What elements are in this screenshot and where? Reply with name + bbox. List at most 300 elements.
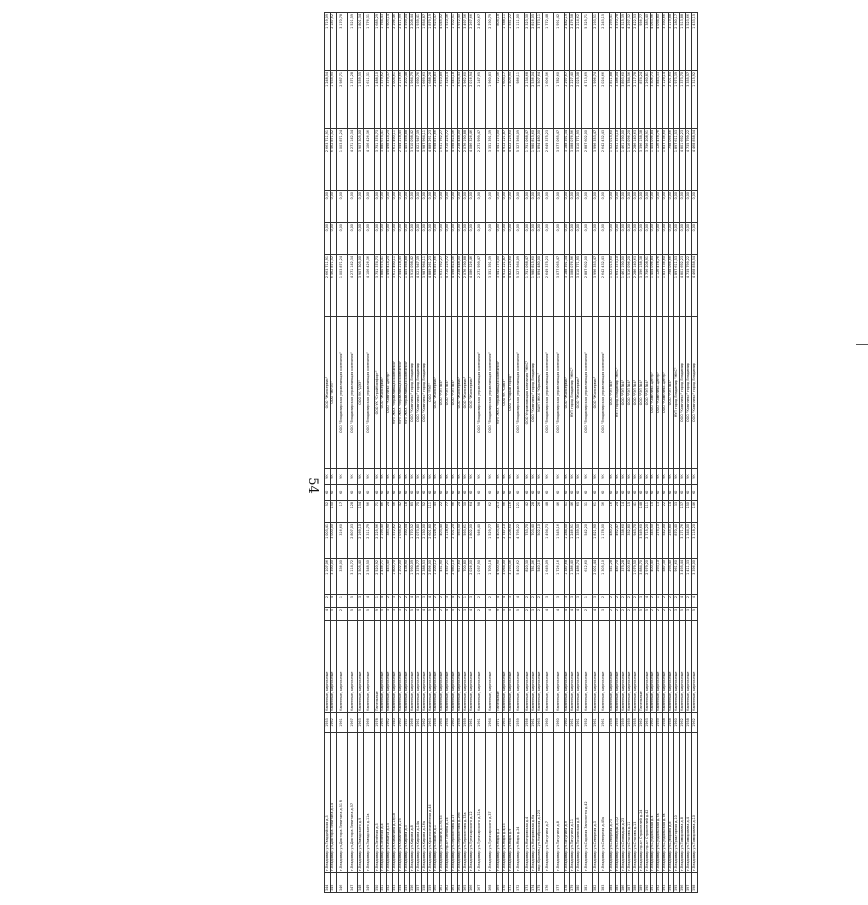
wall-material-cell: Каменные, кирпичные bbox=[598, 621, 609, 713]
year-cell: 1959 bbox=[621, 713, 627, 733]
budget-share-cell: 0,00 bbox=[645, 191, 651, 223]
total-cost-cell: 1 003 871,24 bbox=[336, 255, 347, 317]
floors-cell: 5 bbox=[410, 608, 416, 621]
limit-cost-cell: 2 296,46 bbox=[392, 13, 398, 71]
address-cell: г.Владимир ул.Пичугина д.9 bbox=[564, 733, 570, 873]
limit-cost-cell: 1 510,36 bbox=[445, 13, 451, 71]
owners-funds-cell: 3 396 158,38 bbox=[639, 129, 645, 191]
entrances-cell: 4 bbox=[680, 595, 686, 608]
owners-funds-cell: 4 889 261,23 bbox=[428, 129, 434, 191]
budget-share-cell: 0,00 bbox=[469, 191, 475, 223]
category-cell: Ю bbox=[576, 485, 582, 501]
category-cell: Ю bbox=[542, 485, 553, 501]
living-area-cell: 3 118,60 bbox=[445, 523, 451, 559]
entrances-cell: 3 bbox=[639, 595, 645, 608]
living-area-cell: 390,54 bbox=[404, 523, 410, 559]
category-cell: Ю bbox=[553, 485, 564, 501]
total-area-cell: 2 548,50 bbox=[364, 559, 375, 595]
living-area-cell: 1 494,73 bbox=[542, 523, 553, 559]
wall-material-cell: Каменные, кирпичные bbox=[615, 621, 621, 713]
living-area-cell: 703,40 bbox=[531, 523, 537, 559]
owners-funds-cell: 5 327 564,09 bbox=[514, 129, 525, 191]
budget-share-cell: 0,00 bbox=[375, 191, 381, 223]
row-number-cell: 392 bbox=[656, 873, 662, 893]
management-org-cell: ООО "Жилсервис" bbox=[380, 317, 386, 469]
total-cost-cell: 4 822 125,60 bbox=[508, 255, 514, 317]
fund-share-cell: 0,00 bbox=[428, 223, 434, 255]
fund-share-cell: 0,00 bbox=[386, 223, 392, 255]
owners-funds-cell: 1 461 190,00 bbox=[621, 129, 627, 191]
category-cell: Ю bbox=[502, 485, 508, 501]
total-cost-cell: 4 086 326,46 bbox=[469, 255, 475, 317]
entrances-cell: 1 bbox=[336, 595, 347, 608]
fund-share-cell: 0,00 bbox=[542, 223, 553, 255]
budget-share-cell: 0,00 bbox=[502, 191, 508, 223]
row-number-cell: 372 bbox=[514, 873, 525, 893]
entrances-cell: 3 bbox=[358, 595, 364, 608]
row-number-cell: 388 bbox=[633, 873, 639, 893]
management-type-cell: УК bbox=[576, 469, 582, 485]
cost-per-area-cell: 3 610,89 bbox=[439, 71, 445, 129]
owners-funds-cell: 4 710 225,72 bbox=[445, 129, 451, 191]
entrances-cell: 2 bbox=[674, 595, 680, 608]
table-row bbox=[336, 13, 347, 893]
address-cell: г.Владимир ул.Мира д.24 bbox=[514, 733, 525, 873]
residents-cell: 24 bbox=[386, 501, 392, 523]
entrances-cell: 3 bbox=[576, 595, 582, 608]
budget-share-cell: 0,00 bbox=[564, 191, 570, 223]
floors-cell: 5 bbox=[358, 608, 364, 621]
residents-cell: 71 bbox=[375, 501, 381, 523]
year-cell: 1963 bbox=[645, 713, 651, 733]
cost-per-area-cell: 3 843,33 bbox=[656, 71, 662, 129]
residents-cell: 16 bbox=[609, 501, 615, 523]
wall-material-cell: Каменные, кирпичные bbox=[364, 621, 375, 713]
living-area-cell: 2 073,80 bbox=[416, 523, 422, 559]
management-org-cell: ООО "ЖРЭП" bbox=[330, 317, 336, 469]
limit-cost-cell: 2 180,17 bbox=[674, 13, 680, 71]
table-row bbox=[347, 13, 358, 893]
total-area-cell: 3 884,70 bbox=[639, 559, 645, 595]
address-cell: г.Владимир ул.Кирова д.3 bbox=[404, 733, 410, 873]
year-cell: 1958 bbox=[686, 713, 692, 733]
cost-per-area-cell: 1 688,28 bbox=[428, 71, 434, 129]
owners-funds-cell: 2 544 218,45 bbox=[398, 129, 404, 191]
total-cost-cell: 1 522 015,60 bbox=[609, 255, 615, 317]
fund-share-cell: 0,00 bbox=[514, 223, 525, 255]
management-type-cell: УК bbox=[428, 469, 434, 485]
limit-cost-cell: 1 111,00 bbox=[514, 13, 525, 71]
residents-cell: 96 bbox=[451, 501, 457, 523]
cost-per-area-cell: 1 509,95 bbox=[508, 71, 514, 129]
wall-material-cell: Каменные, кирпичные bbox=[457, 621, 463, 713]
management-type-cell: УК bbox=[392, 469, 398, 485]
limit-cost-cell: 1 776,31 bbox=[364, 13, 375, 71]
residents-cell: 213 bbox=[496, 501, 502, 523]
management-org-cell: ООО "РЭП №4" bbox=[668, 317, 674, 469]
cost-per-area-cell: 1 324,14 bbox=[445, 71, 451, 129]
owners-funds-cell: 2 887 602,00 bbox=[582, 129, 593, 191]
fund-share-cell: 0,00 bbox=[598, 223, 609, 255]
entrances-cell: 2 bbox=[621, 595, 627, 608]
total-area-cell: 617,60 bbox=[457, 559, 463, 595]
management-type-cell: УК bbox=[325, 469, 331, 485]
row-number-cell: 356 bbox=[410, 873, 416, 893]
budget-share-cell: 0,00 bbox=[633, 191, 639, 223]
wall-material-cell: Каменные, кирпичные bbox=[336, 621, 347, 713]
entrances-cell: 4 bbox=[514, 595, 525, 608]
owners-funds-cell: 2 698 871,66 bbox=[433, 129, 439, 191]
limit-cost-cell: 4 045,02 bbox=[439, 13, 445, 71]
cost-per-area-cell: 1 559,55 bbox=[358, 71, 364, 129]
floors-cell: 3 bbox=[598, 608, 609, 621]
floors-cell: 3 bbox=[386, 608, 392, 621]
residents-cell: 61 bbox=[593, 501, 599, 523]
category-cell: Ю bbox=[633, 485, 639, 501]
living-area-cell: 3 118,20 bbox=[692, 523, 698, 559]
total-cost-cell: 3 611 490,11 bbox=[392, 255, 398, 317]
total-area-cell: 1 107,06 bbox=[325, 559, 331, 595]
category-cell: Ю bbox=[433, 485, 439, 501]
owners-funds-cell: 1 516 096,20 bbox=[627, 129, 633, 191]
owners-funds-cell: 4 598 814,56 bbox=[451, 129, 457, 191]
address-cell: г.Владимир ул.Мопровская д.6а bbox=[531, 733, 537, 873]
total-cost-cell: 2 238 448,00 bbox=[457, 255, 463, 317]
total-area-cell: 3 390,00 bbox=[330, 559, 336, 595]
cost-per-area-cell: 2 987,71 bbox=[336, 71, 347, 129]
living-area-cell: 316,60 bbox=[336, 523, 347, 559]
cost-per-area-cell: 1 488,10 bbox=[375, 71, 381, 129]
total-area-cell: 612,60 bbox=[582, 559, 593, 595]
owners-funds-cell: 1 897 611,53 bbox=[674, 129, 680, 191]
table-row bbox=[542, 13, 553, 893]
fund-share-cell: 0,00 bbox=[502, 223, 508, 255]
wall-material-cell: Каменные, кирпичные bbox=[542, 621, 553, 713]
living-area-cell: 1 529,77 bbox=[486, 523, 497, 559]
entrances-cell: 2 bbox=[386, 595, 392, 608]
management-type-cell: УК bbox=[469, 469, 475, 485]
category-cell: Ю bbox=[380, 485, 386, 501]
residents-cell: 111 bbox=[428, 501, 434, 523]
total-area-cell: 540,10 bbox=[537, 559, 543, 595]
address-cell: г.Владимир ул.Кирова д.8 bbox=[410, 733, 416, 873]
entrances-cell: 4 bbox=[451, 595, 457, 608]
entrances-cell: 4 bbox=[502, 595, 508, 608]
management-type-cell: УК bbox=[451, 469, 457, 485]
cost-per-area-cell: 2 134,68 bbox=[525, 71, 531, 129]
wall-material-cell: Каменные, кирпичные bbox=[674, 621, 680, 713]
floors-cell: 4 bbox=[325, 608, 331, 621]
category-cell: Ю bbox=[508, 485, 514, 501]
entrances-cell: 2 bbox=[433, 595, 439, 608]
row-number-cell: 398 bbox=[692, 873, 698, 893]
wall-material-cell: Каменные, кирпичные bbox=[531, 621, 537, 713]
living-area-cell: 383,90 bbox=[386, 523, 392, 559]
management-org-cell: ООО "РЭП №4" bbox=[439, 317, 445, 469]
address-cell: г.Владимир пр-кт Строителей д.42 bbox=[645, 733, 651, 873]
row-number-cell: 361 bbox=[439, 873, 445, 893]
year-cell: 1963 bbox=[358, 713, 364, 733]
category-cell: Ю bbox=[404, 485, 410, 501]
floors-cell: 5 bbox=[680, 608, 686, 621]
limit-cost-cell: 2 208,44 bbox=[410, 13, 416, 71]
management-org-cell: ООО "РЭП №4" bbox=[639, 317, 645, 469]
floors-cell: 3 bbox=[674, 608, 680, 621]
address-cell: г.Владимир ул.Диктора Левитана д.51 б bbox=[336, 733, 347, 873]
category-cell: Ю bbox=[375, 485, 381, 501]
management-org-cell: ООО "Комплекс" город Владимир bbox=[410, 317, 416, 469]
management-org-cell: ООО "Владимирская управляющая компания" bbox=[475, 317, 486, 469]
entrances-cell: 2 bbox=[531, 595, 537, 608]
cost-per-area-cell: 1 543,18 bbox=[451, 71, 457, 129]
entrances-cell: 4 bbox=[428, 595, 434, 608]
floors-cell: 2 bbox=[609, 608, 615, 621]
owners-funds-cell: 1 498 414,25 bbox=[386, 129, 392, 191]
year-cell: 1963 bbox=[428, 713, 434, 733]
floors-cell: 5 bbox=[502, 608, 508, 621]
management-type-cell: УК bbox=[570, 469, 576, 485]
management-org-cell: ООО "РЭП №4" bbox=[645, 317, 651, 469]
management-org-cell: МУП город Владимир "ЖКС" bbox=[674, 317, 680, 469]
total-area-cell: 5 402,62 bbox=[514, 559, 525, 595]
cost-per-area-cell: 2 117,78 bbox=[633, 71, 639, 129]
fund-share-cell: 0,00 bbox=[627, 223, 633, 255]
residents-cell: 30 bbox=[463, 501, 469, 523]
category-cell: Ю bbox=[570, 485, 576, 501]
floors-cell: 4 bbox=[576, 608, 582, 621]
floors-cell: 5 bbox=[364, 608, 375, 621]
cost-per-area-cell: 2 962,60 bbox=[463, 71, 469, 129]
owners-funds-cell: 1 405 568,88 bbox=[404, 129, 410, 191]
management-type-cell: УК bbox=[662, 469, 668, 485]
total-area-cell: 400,40 bbox=[650, 559, 656, 595]
residents-cell: 22 bbox=[662, 501, 668, 523]
fund-share-cell: 0,00 bbox=[325, 223, 331, 255]
floors-cell: 2 bbox=[627, 608, 633, 621]
address-cell: г.Владимир ул.Тракторная д.10 bbox=[674, 733, 680, 873]
owners-funds-cell: 2 642 432,43 bbox=[598, 129, 609, 191]
row-number-cell: 362 bbox=[445, 873, 451, 893]
budget-share-cell: 0,00 bbox=[525, 191, 531, 223]
category-cell: Ю bbox=[593, 485, 599, 501]
wall-material-cell: Каменные, кирпичные bbox=[386, 621, 392, 713]
limit-cost-cell: 2 411,99 bbox=[398, 13, 404, 71]
owners-funds-cell: 1 003 871,24 bbox=[336, 129, 347, 191]
budget-share-cell: 0,00 bbox=[416, 191, 422, 223]
cost-per-area-cell: 3 129,14 bbox=[662, 71, 668, 129]
cost-per-area-cell: 1 260,81 bbox=[645, 71, 651, 129]
year-cell: 1958 bbox=[457, 713, 463, 733]
row-number-cell: 385 bbox=[615, 873, 621, 893]
year-cell: 1959 bbox=[514, 713, 525, 733]
residents-cell: 75 bbox=[416, 501, 422, 523]
total-cost-cell: 1 461 190,00 bbox=[621, 255, 627, 317]
living-area-cell: 1 572,62 bbox=[392, 523, 398, 559]
entrances-cell: 3 bbox=[416, 595, 422, 608]
management-org-cell: ООО "РЭП №4" bbox=[627, 317, 633, 469]
total-area-cell: 1 800,70 bbox=[392, 559, 398, 595]
address-cell: г.Владимир ул.Лермонтова д.27 bbox=[451, 733, 457, 873]
row-number-cell: 376 bbox=[542, 873, 553, 893]
total-area-cell: 1 990,09 bbox=[410, 559, 416, 595]
year-cell: 1963 bbox=[502, 713, 508, 733]
living-area-cell: 1 028,74 bbox=[433, 523, 439, 559]
total-cost-cell: 3 396 158,38 bbox=[639, 255, 645, 317]
total-cost-cell: 3 541 173,00 bbox=[496, 255, 502, 317]
management-type-cell: УК bbox=[542, 469, 553, 485]
year-cell: 1966 bbox=[410, 713, 416, 733]
address-cell: г.Владимир ул.Лакина д.170/33 bbox=[439, 733, 445, 873]
management-org-cell: ООО "Комплекс" город Владимир bbox=[416, 317, 422, 469]
category-cell: Ю bbox=[537, 485, 543, 501]
fund-share-cell: 0,00 bbox=[662, 223, 668, 255]
wall-material-cell: Каменные, кирпичные bbox=[463, 621, 469, 713]
category-cell: Ю bbox=[463, 485, 469, 501]
category-cell: Ю bbox=[439, 485, 445, 501]
cost-per-area-cell: 1 996,74 bbox=[593, 71, 599, 129]
entrances-cell: 3 bbox=[564, 595, 570, 608]
year-cell: 1959 bbox=[627, 713, 633, 733]
budget-share-cell: 0,00 bbox=[410, 191, 416, 223]
total-cost-cell: 4 735 799,22 bbox=[686, 255, 692, 317]
category-cell: Ю bbox=[598, 485, 609, 501]
year-cell: 1954 bbox=[508, 713, 514, 733]
residents-cell: 137 bbox=[680, 501, 686, 523]
year-cell: 1960 bbox=[451, 713, 457, 733]
residents-cell: 150 bbox=[686, 501, 692, 523]
address-cell: г.Владимир ул.Стасова д.11 bbox=[627, 733, 633, 873]
management-type-cell: УК bbox=[609, 469, 615, 485]
living-area-cell: 3 108,60 bbox=[508, 523, 514, 559]
management-org-cell: ООО Управляющая компания "ЖКС" bbox=[525, 317, 531, 469]
year-cell: 1957 bbox=[404, 713, 410, 733]
management-org-cell: ООО "Владимирская управляющая компания" bbox=[347, 317, 358, 469]
wall-material-cell: Каменные, кирпичные bbox=[380, 621, 386, 713]
limit-cost-cell: 2 323,30 bbox=[525, 13, 531, 71]
residents-cell: 17 bbox=[336, 501, 347, 523]
row-number-cell: 378 bbox=[564, 873, 570, 893]
residents-cell: 150 bbox=[330, 501, 336, 523]
owners-funds-cell: 3 880 675,41 bbox=[380, 129, 386, 191]
total-area-cell: 700,80 bbox=[463, 559, 469, 595]
floors-cell: 4 bbox=[422, 608, 428, 621]
owners-funds-cell: 1 837 736,60 bbox=[662, 129, 668, 191]
row-number-cell: 344 bbox=[325, 873, 331, 893]
limit-cost-cell: 2 422,53 bbox=[633, 13, 639, 71]
limit-cost-cell: 3 599,04 bbox=[404, 13, 410, 71]
limit-cost-cell: 1 551,22 bbox=[508, 13, 514, 71]
address-cell: г.Владимир ул.Завадского д.9 bbox=[358, 733, 364, 873]
management-org-cell: ООО "РЭП №4" bbox=[445, 317, 451, 469]
wall-material-cell: Каменные, кирпичные bbox=[451, 621, 457, 713]
wall-material-cell: Каменные, кирпичные bbox=[508, 621, 514, 713]
year-cell: 1958 bbox=[609, 713, 615, 733]
category-cell: Ю bbox=[486, 485, 497, 501]
total-cost-cell: 4 598 814,56 bbox=[451, 255, 457, 317]
total-cost-cell: 1 894 480,00 bbox=[537, 255, 543, 317]
row-number-cell: 348 bbox=[358, 873, 364, 893]
budget-share-cell: 0,00 bbox=[463, 191, 469, 223]
budget-share-cell: 0,00 bbox=[656, 191, 662, 223]
entrances-cell: 2 bbox=[475, 595, 486, 608]
row-number-cell: 379 bbox=[570, 873, 576, 893]
category-cell: Ю bbox=[496, 485, 502, 501]
limit-cost-cell: 3 119,88 bbox=[668, 13, 674, 71]
year-cell: 1960 bbox=[553, 713, 564, 733]
living-area-cell: 502,10 bbox=[537, 523, 543, 559]
total-area-cell: 3 495,44 bbox=[680, 559, 686, 595]
fund-share-cell: 0,00 bbox=[410, 223, 416, 255]
residents-cell: 65 bbox=[576, 501, 582, 523]
entrances-cell: 2 bbox=[627, 595, 633, 608]
entrances-cell: 2 bbox=[609, 595, 615, 608]
entrances-cell: 3 bbox=[508, 595, 514, 608]
management-type-cell: УК bbox=[553, 469, 564, 485]
owners-funds-cell: 4 021 947,39 bbox=[416, 129, 422, 191]
floors-cell: 2 bbox=[537, 608, 543, 621]
owners-funds-cell: 4 468 858,54 bbox=[692, 129, 698, 191]
fund-share-cell: 0,00 bbox=[582, 223, 593, 255]
category-cell: Ю bbox=[410, 485, 416, 501]
management-org-cell: ООО "Комплекс" город Владимир bbox=[680, 317, 686, 469]
floors-cell: 5 bbox=[692, 608, 698, 621]
management-type-cell: УК bbox=[386, 469, 392, 485]
floors-cell: 5 bbox=[330, 608, 336, 621]
budget-share-cell: 0,00 bbox=[531, 191, 537, 223]
budget-share-cell: 0,00 bbox=[445, 191, 451, 223]
fund-share-cell: 0,00 bbox=[469, 223, 475, 255]
category-cell: Ю bbox=[457, 485, 463, 501]
address-cell: г.Владимир ул.Сновидцы д.1/2 bbox=[615, 733, 621, 873]
budget-share-cell: 0,00 bbox=[428, 191, 434, 223]
row-number-cell: 386 bbox=[621, 873, 627, 893]
fund-share-cell: 0,00 bbox=[609, 223, 615, 255]
total-cost-cell: 3 880 675,41 bbox=[380, 255, 386, 317]
total-area-cell: 587,30 bbox=[662, 559, 668, 595]
total-cost-cell: 4 801 692,23 bbox=[680, 255, 686, 317]
fund-share-cell: 0,00 bbox=[633, 223, 639, 255]
owners-funds-cell: 4 086 326,46 bbox=[469, 129, 475, 191]
limit-cost-cell: 2 214,62 bbox=[576, 13, 582, 71]
living-area-cell: 2 715,20 bbox=[645, 523, 651, 559]
floors-cell: 2 bbox=[404, 608, 410, 621]
fund-share-cell: 0,00 bbox=[680, 223, 686, 255]
total-area-cell: 451,90 bbox=[439, 559, 445, 595]
cost-per-area-cell: 2 248,83 bbox=[433, 71, 439, 129]
budget-share-cell: 0,00 bbox=[650, 191, 656, 223]
entrances-cell: 4 bbox=[645, 595, 651, 608]
row-number-cell: 345 bbox=[330, 873, 336, 893]
management-org-cell: МУП ЖКХ "Управляющая компания" bbox=[496, 317, 502, 469]
residents-cell: 148 bbox=[639, 501, 645, 523]
total-area-cell: 293,10 bbox=[656, 559, 662, 595]
management-type-cell: УК bbox=[615, 469, 621, 485]
address-cell: г.Владимир ул.Кирова д.14а bbox=[416, 733, 422, 873]
management-org-cell: ООО "РЭП №4" bbox=[633, 317, 639, 469]
row-number-cell: 383 bbox=[598, 873, 609, 893]
floors-cell: 4 bbox=[416, 608, 422, 621]
management-org-cell: ООО "РЭП №4" bbox=[621, 317, 627, 469]
fund-share-cell: 0,00 bbox=[433, 223, 439, 255]
living-area-cell: 1 284,50 bbox=[564, 523, 570, 559]
limit-cost-cell: 4 297,32 bbox=[627, 13, 633, 71]
wall-material-cell: Каменные, кирпичные bbox=[325, 621, 331, 713]
owners-funds-cell: 2 649 375,23 bbox=[542, 129, 553, 191]
year-cell: 1962 bbox=[692, 713, 698, 733]
entrances-cell: 2 bbox=[525, 595, 531, 608]
address-cell: г.Владимир ул.Луначарского д.12 bbox=[469, 733, 475, 873]
year-cell: 1958 bbox=[662, 713, 668, 733]
